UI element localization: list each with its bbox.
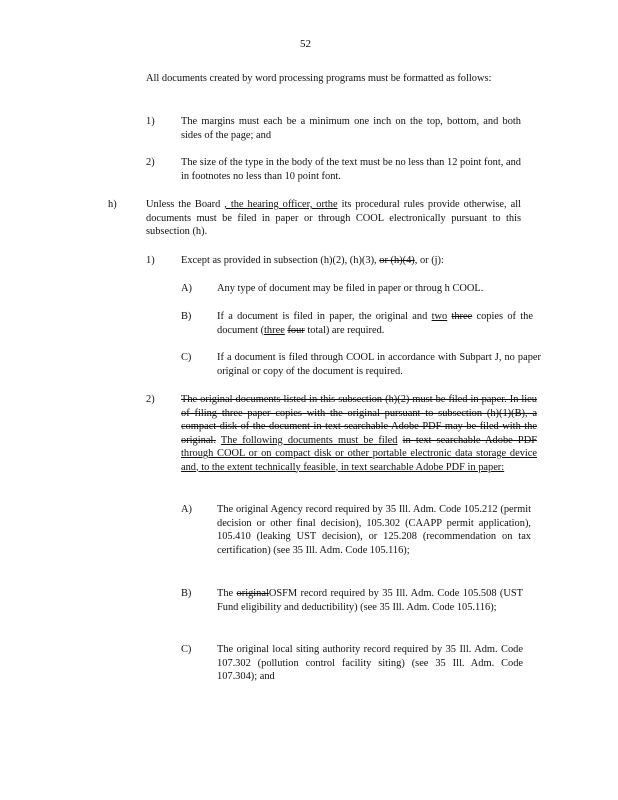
format-item-1-text: The margins must each be a minimum one inch on the top, bottom, and both sides of the page; and	[181, 116, 521, 141]
format-item-2-number: 2)	[146, 157, 155, 168]
item-2c-number: C)	[181, 644, 192, 655]
item-2b-number: B)	[181, 588, 192, 599]
item-1c-text: If a document is filed through COOL in accordance with Subpart J, no paper original or copy of the document is required.	[217, 352, 541, 377]
item-1-text: Except as provided in subsection (h)(2), (h)(3), or (h)(4), or (j):	[181, 255, 444, 266]
item-2a-text: The original Agency record required by 35 Ill. Adm. Code 105.212 (permit decision or other final decision), 105.302 (CAAPP permit application), 105.410 (leaking UST decision), or 125.208 (recommendation on tax certification) (see 35 Ill. Adm. Code 105.116);	[217, 504, 531, 556]
page-number: 52	[300, 38, 311, 50]
item-1-deletion: or (h)(4)	[379, 255, 415, 266]
item-1-number: 1)	[146, 255, 155, 266]
item-2-text: The original documents listed in this subsection (h)(2) must be filed in paper. In lieu of filing three paper copies with the original pursuant to subsection (h)(1)(B), a compact disk of the document in text searchable Adobe PDF may be filed with the original. The following documents must be filed in text searchable Adobe PDF through COOL or on compact disk or other portable electronic data storage device and, to the extent technically feasible, in text searchable Adobe PDF in paper:	[181, 394, 537, 473]
item-2-deleted-text: The original documents listed in this subsection (h)(2) must be filed in paper. In lieu of filing three paper copies with the original pursuant to subsection (h)(1)(B), a compact disk of the document in text searchable Adobe PDF may be filed with the original.	[181, 394, 537, 446]
item-1a-text: Any type of document may be filed in paper or throug h COOL.	[217, 283, 484, 294]
item-1a-number: A)	[181, 283, 192, 294]
intro-paragraph: All documents created by word processing programs must be formatted as follows:	[146, 73, 492, 84]
item-2c-text: The original local siting authority record required by 35 Ill. Adm. Code 107.302 (pollution control facility siting) (see 35 Ill. Adm. Code 107.304); and	[217, 644, 523, 682]
section-h-label: h)	[108, 199, 117, 210]
section-h-insert-1: , the hearing officer, or	[224, 199, 325, 210]
format-item-2-text: The size of the type in the body of the text must be no less than 12 point font, and in footnotes no less than 10 point font.	[181, 157, 521, 182]
section-h-text: Unless the Board , the hearing officer, orthe its procedural rules provide otherwise, all documents must be filed in paper or through COOL electronically pursuant to this subsection (h).	[146, 199, 521, 237]
item-1b-number: B)	[181, 311, 192, 322]
item-1c-number: C)	[181, 352, 192, 363]
item-2b-text: The originalOSFM record required by 35 Ill. Adm. Code 105.508 (UST Fund eligibility and deductibility) (see 35 Ill. Adm. Code 105.116);	[217, 588, 523, 613]
section-h-insert-2: the	[324, 199, 338, 210]
item-2-number: 2)	[146, 394, 155, 405]
item-2a-number: A)	[181, 504, 192, 515]
format-item-1-number: 1)	[146, 116, 155, 127]
item-1b-text: If a document is filed in paper, the original and two three copies of the document (three four total) are required.	[217, 311, 533, 336]
